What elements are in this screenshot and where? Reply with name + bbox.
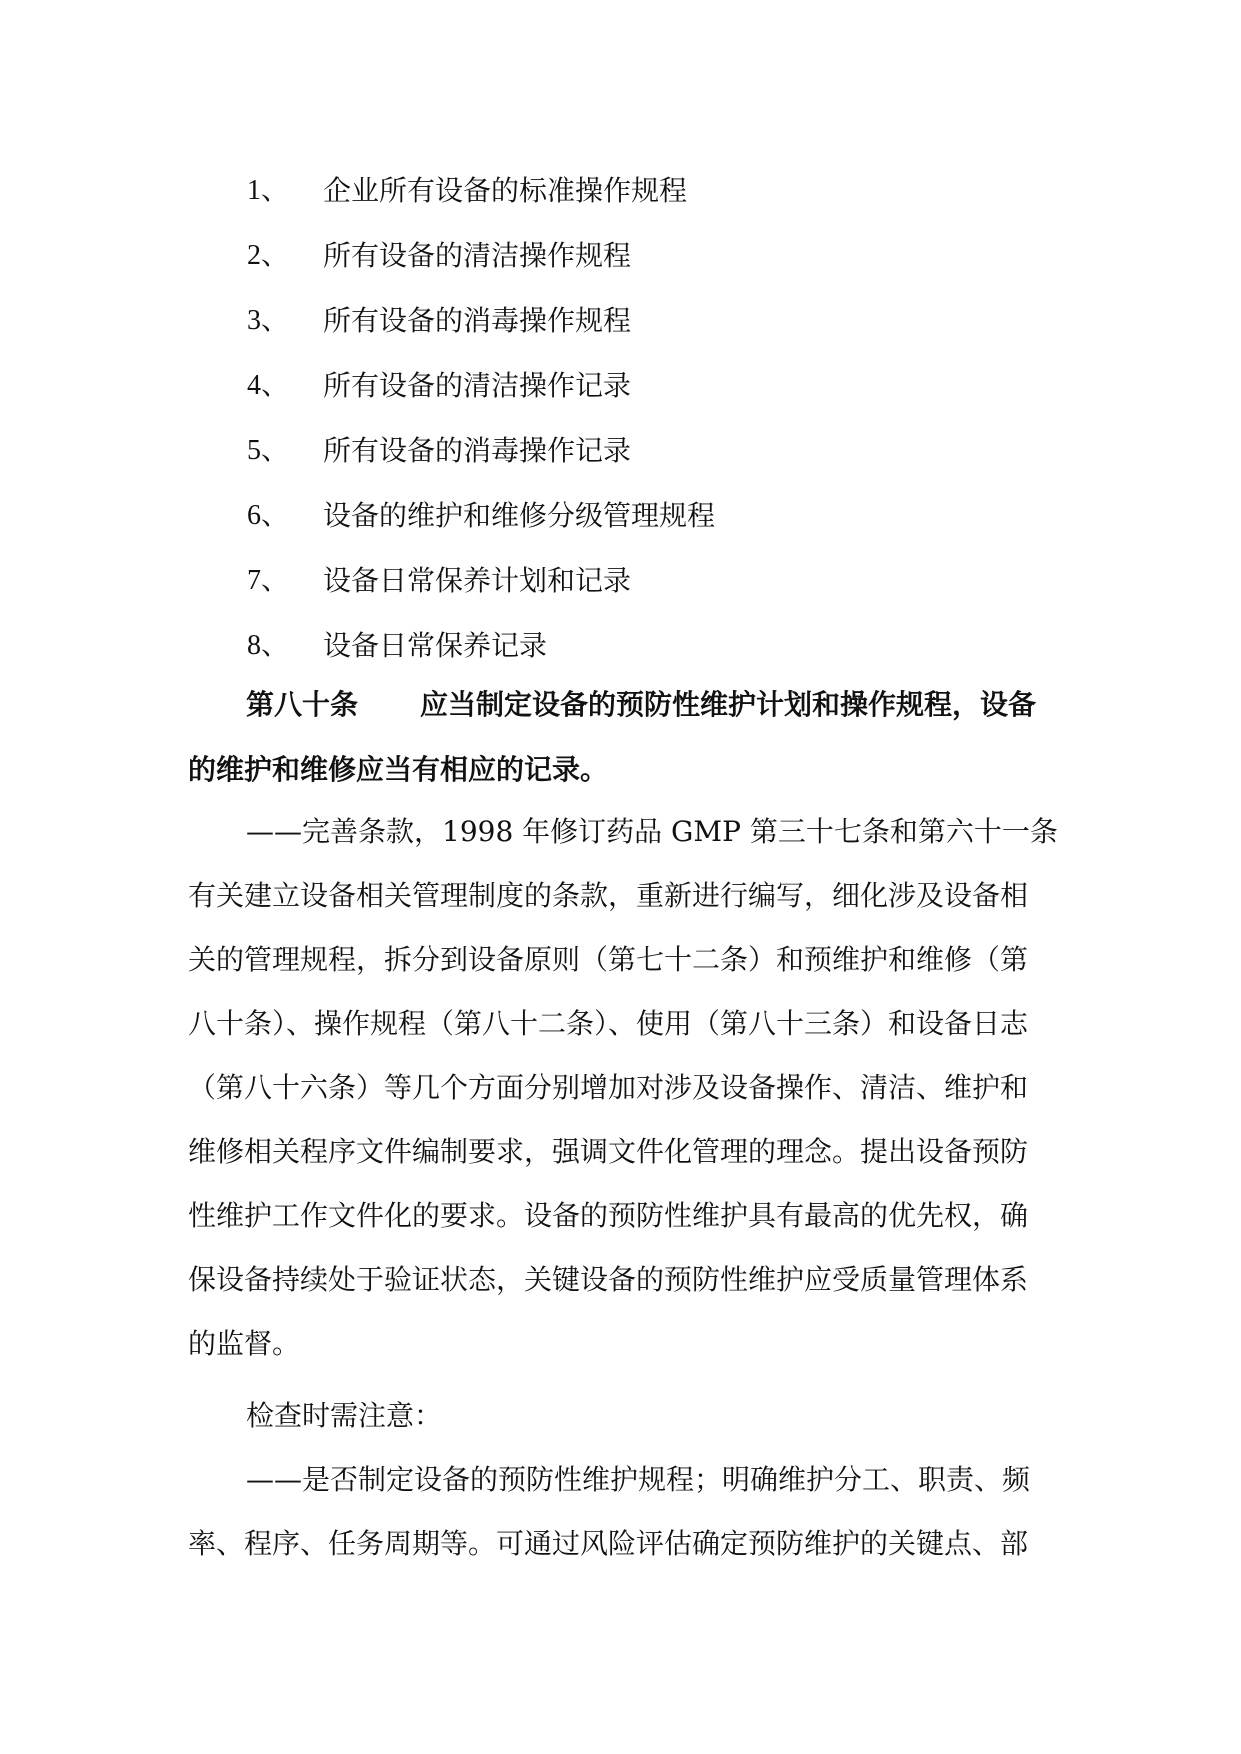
list-item-text: 设备日常保养记录 [323, 628, 548, 662]
commentary-paragraph [188, 800, 1060, 1376]
commentary-line: ——完善条款，1998 年修订药品 GMP 第三十七条和第六十一条 [246, 815, 1058, 848]
list-item-number: 3、 [247, 304, 290, 336]
commentary-line: （第八十六条）等几个方面分别增加对涉及设备操作、清洁、维护和 [188, 1071, 1029, 1104]
list-item-text: 所有设备的消毒操作记录 [323, 433, 632, 467]
list-item [247, 613, 1147, 678]
inspection-heading: 检查时需注意： [246, 1399, 443, 1432]
list-item [247, 223, 1147, 288]
list-item [247, 483, 1147, 548]
commentary-line: 关的管理规程，拆分到设备原则（第七十二条）和预维护和维修（第 [188, 943, 1029, 976]
list-item-number: 8、 [247, 629, 290, 661]
list-item-text: 所有设备的清洁操作记录 [323, 368, 632, 402]
commentary-line: 的监督。 [188, 1327, 301, 1360]
list-item-number: 7、 [247, 564, 290, 596]
article-text-line-1: 应当制定设备的预防性维护计划和操作规程，设备 [420, 688, 1037, 721]
list-item-text: 设备的维护和维修分级管理规程 [323, 498, 716, 532]
list-item-text: 所有设备的清洁操作规程 [323, 238, 632, 272]
commentary-line: 维修相关程序文件编制要求，强调文件化管理的理念。提出设备预防 [188, 1135, 1029, 1168]
inspection-line: 率、程序、任务周期等。可通过风险评估确定预防维护的关键点、部 [188, 1527, 1029, 1560]
article-number: 第八十条 [246, 688, 359, 721]
commentary-line: 有关建立设备相关管理制度的条款，重新进行编写，细化涉及设备相 [188, 879, 1029, 912]
list-item-text: 企业所有设备的标准操作规程 [323, 173, 688, 207]
inspection-paragraph [188, 1384, 1060, 1576]
list-item [247, 418, 1147, 483]
list-item [247, 548, 1147, 613]
article-heading [188, 672, 1060, 802]
commentary-line: 八十条）、操作规程（第八十二条）、使用（第八十三条）和设备日志 [188, 1007, 1029, 1040]
list-item [247, 158, 1147, 223]
list-item-number: 6、 [247, 499, 290, 531]
article-text-line-2: 的维护和维修应当有相应的记录。 [188, 753, 609, 786]
list-item [247, 353, 1147, 418]
inspection-line: ——是否制定设备的预防性维护规程；明确维护分工、职责、频 [246, 1463, 1031, 1496]
article-heading-line [188, 672, 1060, 737]
commentary-line: 保设备持续处于验证状态，关键设备的预防性维护应受质量管理体系 [188, 1263, 1029, 1296]
list-item-text: 设备日常保养计划和记录 [323, 563, 632, 597]
list-item-text: 所有设备的消毒操作规程 [323, 303, 632, 337]
list-item-number: 1、 [247, 174, 290, 206]
list-item-number: 2、 [247, 239, 290, 271]
list-item [247, 288, 1147, 353]
list-item-number: 5、 [247, 434, 290, 466]
commentary-line: 性维护工作文件化的要求。设备的预防性维护具有最高的优先权，确 [188, 1199, 1029, 1232]
document-list [247, 158, 1147, 678]
list-item-number: 4、 [247, 369, 290, 401]
